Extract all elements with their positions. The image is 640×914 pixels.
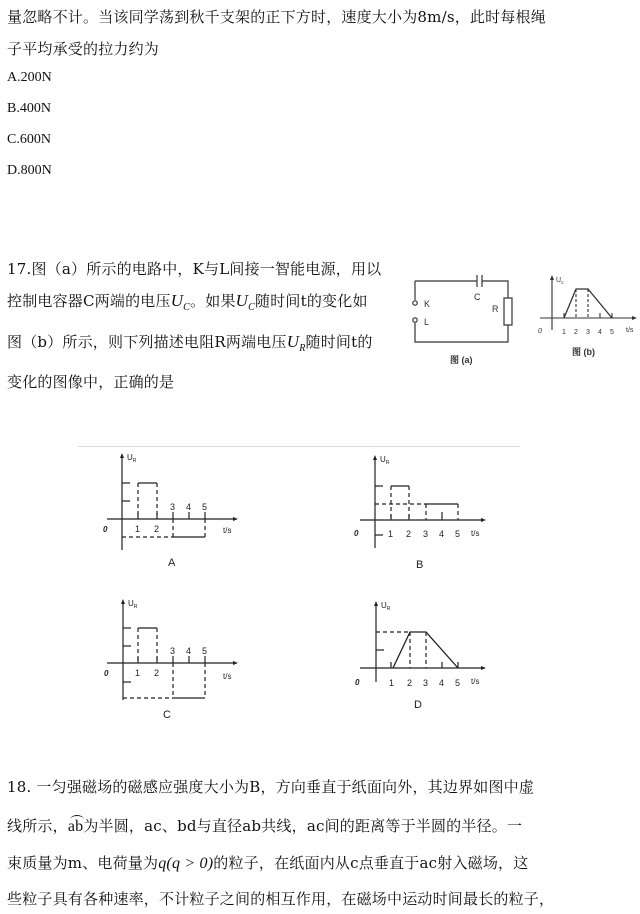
label-r: R [492,304,499,314]
divider-line [78,446,520,447]
q16-text-line-2: 子平均承受的拉力约为 [7,40,160,58]
graph-d-tick: 4 [439,678,445,688]
q17-line3-part1: 图（b）所示，则下列描述电阻R两端电压 [7,333,287,351]
graph-c-ylabel: $U_R$ [128,599,138,610]
q17-text-line-4: 变化的图像中，正确的是 [7,373,175,391]
arc-ab-symbol: ab [67,818,84,835]
graph-b2-tick: 3 [423,529,429,539]
graph-b2-tick: 2 [406,529,412,539]
graph-d-tick: 3 [423,678,429,688]
caption-b: 图 (b) [572,347,595,357]
graph-a-xlabel: t/s [223,526,232,535]
graph-b-tick: 2 [574,329,578,336]
graph-b2-tick: 1 [388,529,394,539]
circuit-diagram-a [400,270,530,370]
q18-text-line-4: 些粒子具有各种速率，不计粒子之间的相互作用，在磁场中运动时间最长的粒子， [7,890,555,908]
graph-a-tick: 2 [154,524,160,534]
graph-a-tick: 4 [186,502,192,512]
q18-text-line-2 [7,815,522,836]
graph-b2-origin: 0 [354,529,359,538]
charge-expression: q(q > 0) [158,855,214,872]
graph-c-tick: 4 [186,646,192,656]
graph-b-xlabel: t/s [626,327,634,334]
graph-b2-tick: 4 [439,529,445,539]
q18-text-line-1: 18. 一匀强磁场的磁感应强度大小为B，方向垂直于纸面向外，其边界如图中虚 [7,778,535,796]
q17-line2-part3: 随时间t的变化如 [255,292,368,310]
graph-b [530,272,638,364]
graph-c-letter: C [163,709,171,721]
q16-option-a: A.200N [7,70,52,85]
answer-graph-a [95,448,245,573]
graph-a-ylabel: $U_R$ [127,453,137,464]
q17-text-line-3 [7,331,373,354]
graph-d-ylabel: $U_R$ [381,601,391,612]
q17-text-line-1: 17.图（a）所示的电路中，K与L间接一智能电源，用以 [7,260,382,278]
q16-option-d: D.800N [7,163,52,178]
q17-line2-part2: 。如果 [190,292,236,310]
q17-text-line-2 [7,290,368,313]
q16-option-b: B.400N [7,101,51,116]
label-l: L [424,317,430,327]
graph-d-letter: D [414,699,422,711]
q17-line3-part2: 随时间t的 [305,333,373,351]
label-k: K [424,299,431,309]
graph-b2-ylabel: $U_R$ [380,455,390,466]
graph-b-origin: 0 [538,328,542,335]
graph-b2-tick: 5 [455,529,461,539]
q18-line2-part1: 线所示， [7,817,68,835]
graph-c-xlabel: t/s [223,672,232,681]
graph-b-ylabel: $U_c$ [556,277,564,286]
graph-b2-letter: B [416,559,424,571]
graph-a-tick: 5 [202,502,208,512]
graph-c-origin: 0 [104,669,109,678]
q16-text-line-1: 量忽略不计。当该同学荡到秋千支架的正下方时，速度大小为8m/s，此时每根绳 [7,8,546,26]
graph-c-tick: 2 [154,668,160,678]
graph-c-tick: 1 [135,668,141,678]
graph-b2-xlabel: t/s [471,529,480,538]
q18-line3-part2: 的粒子，在纸面内从c点垂直于ac射入磁场，这 [213,854,529,872]
answer-graph-d [345,592,505,717]
graph-a-tick: 1 [135,524,141,534]
answer-graph-b [345,448,505,573]
graph-c-tick: 5 [202,646,208,656]
q18-line2-part2: 为半圆，ac、bd与直径ab共线，ac间的距离等于半圆的半径。一 [83,817,523,835]
graph-b-tick: 3 [586,329,590,336]
graph-b-tick: 1 [562,329,566,336]
answer-graph-c [95,592,245,722]
graph-b-tick: 5 [610,329,614,336]
q17-line2-part1: 控制电容器C两端的电压 [7,292,171,310]
q18-text-line-3 [7,852,528,873]
ur-symbol: $U_R$ [286,332,306,354]
q16-option-c: C.600N [7,132,51,147]
label-c: C [474,292,481,302]
graph-b-tick: 4 [598,329,602,336]
graph-d-tick: 5 [455,678,461,688]
uc-symbol-2: $U_C$ [235,291,256,313]
graph-a-letter: A [168,557,176,569]
graph-a-tick: 3 [170,502,176,512]
graph-d-tick: 1 [389,678,395,688]
q18-line3-part1: 束质量为m、电荷量为 [7,854,159,872]
graph-d-origin: 0 [355,678,360,687]
graph-d-tick: 2 [407,678,413,688]
graph-d-xlabel: t/s [471,677,480,686]
uc-symbol: $U_C$ [170,291,191,313]
graph-c-tick: 3 [170,646,176,656]
caption-a: 图 (a) [450,355,473,365]
graph-a-origin: 0 [103,525,108,534]
